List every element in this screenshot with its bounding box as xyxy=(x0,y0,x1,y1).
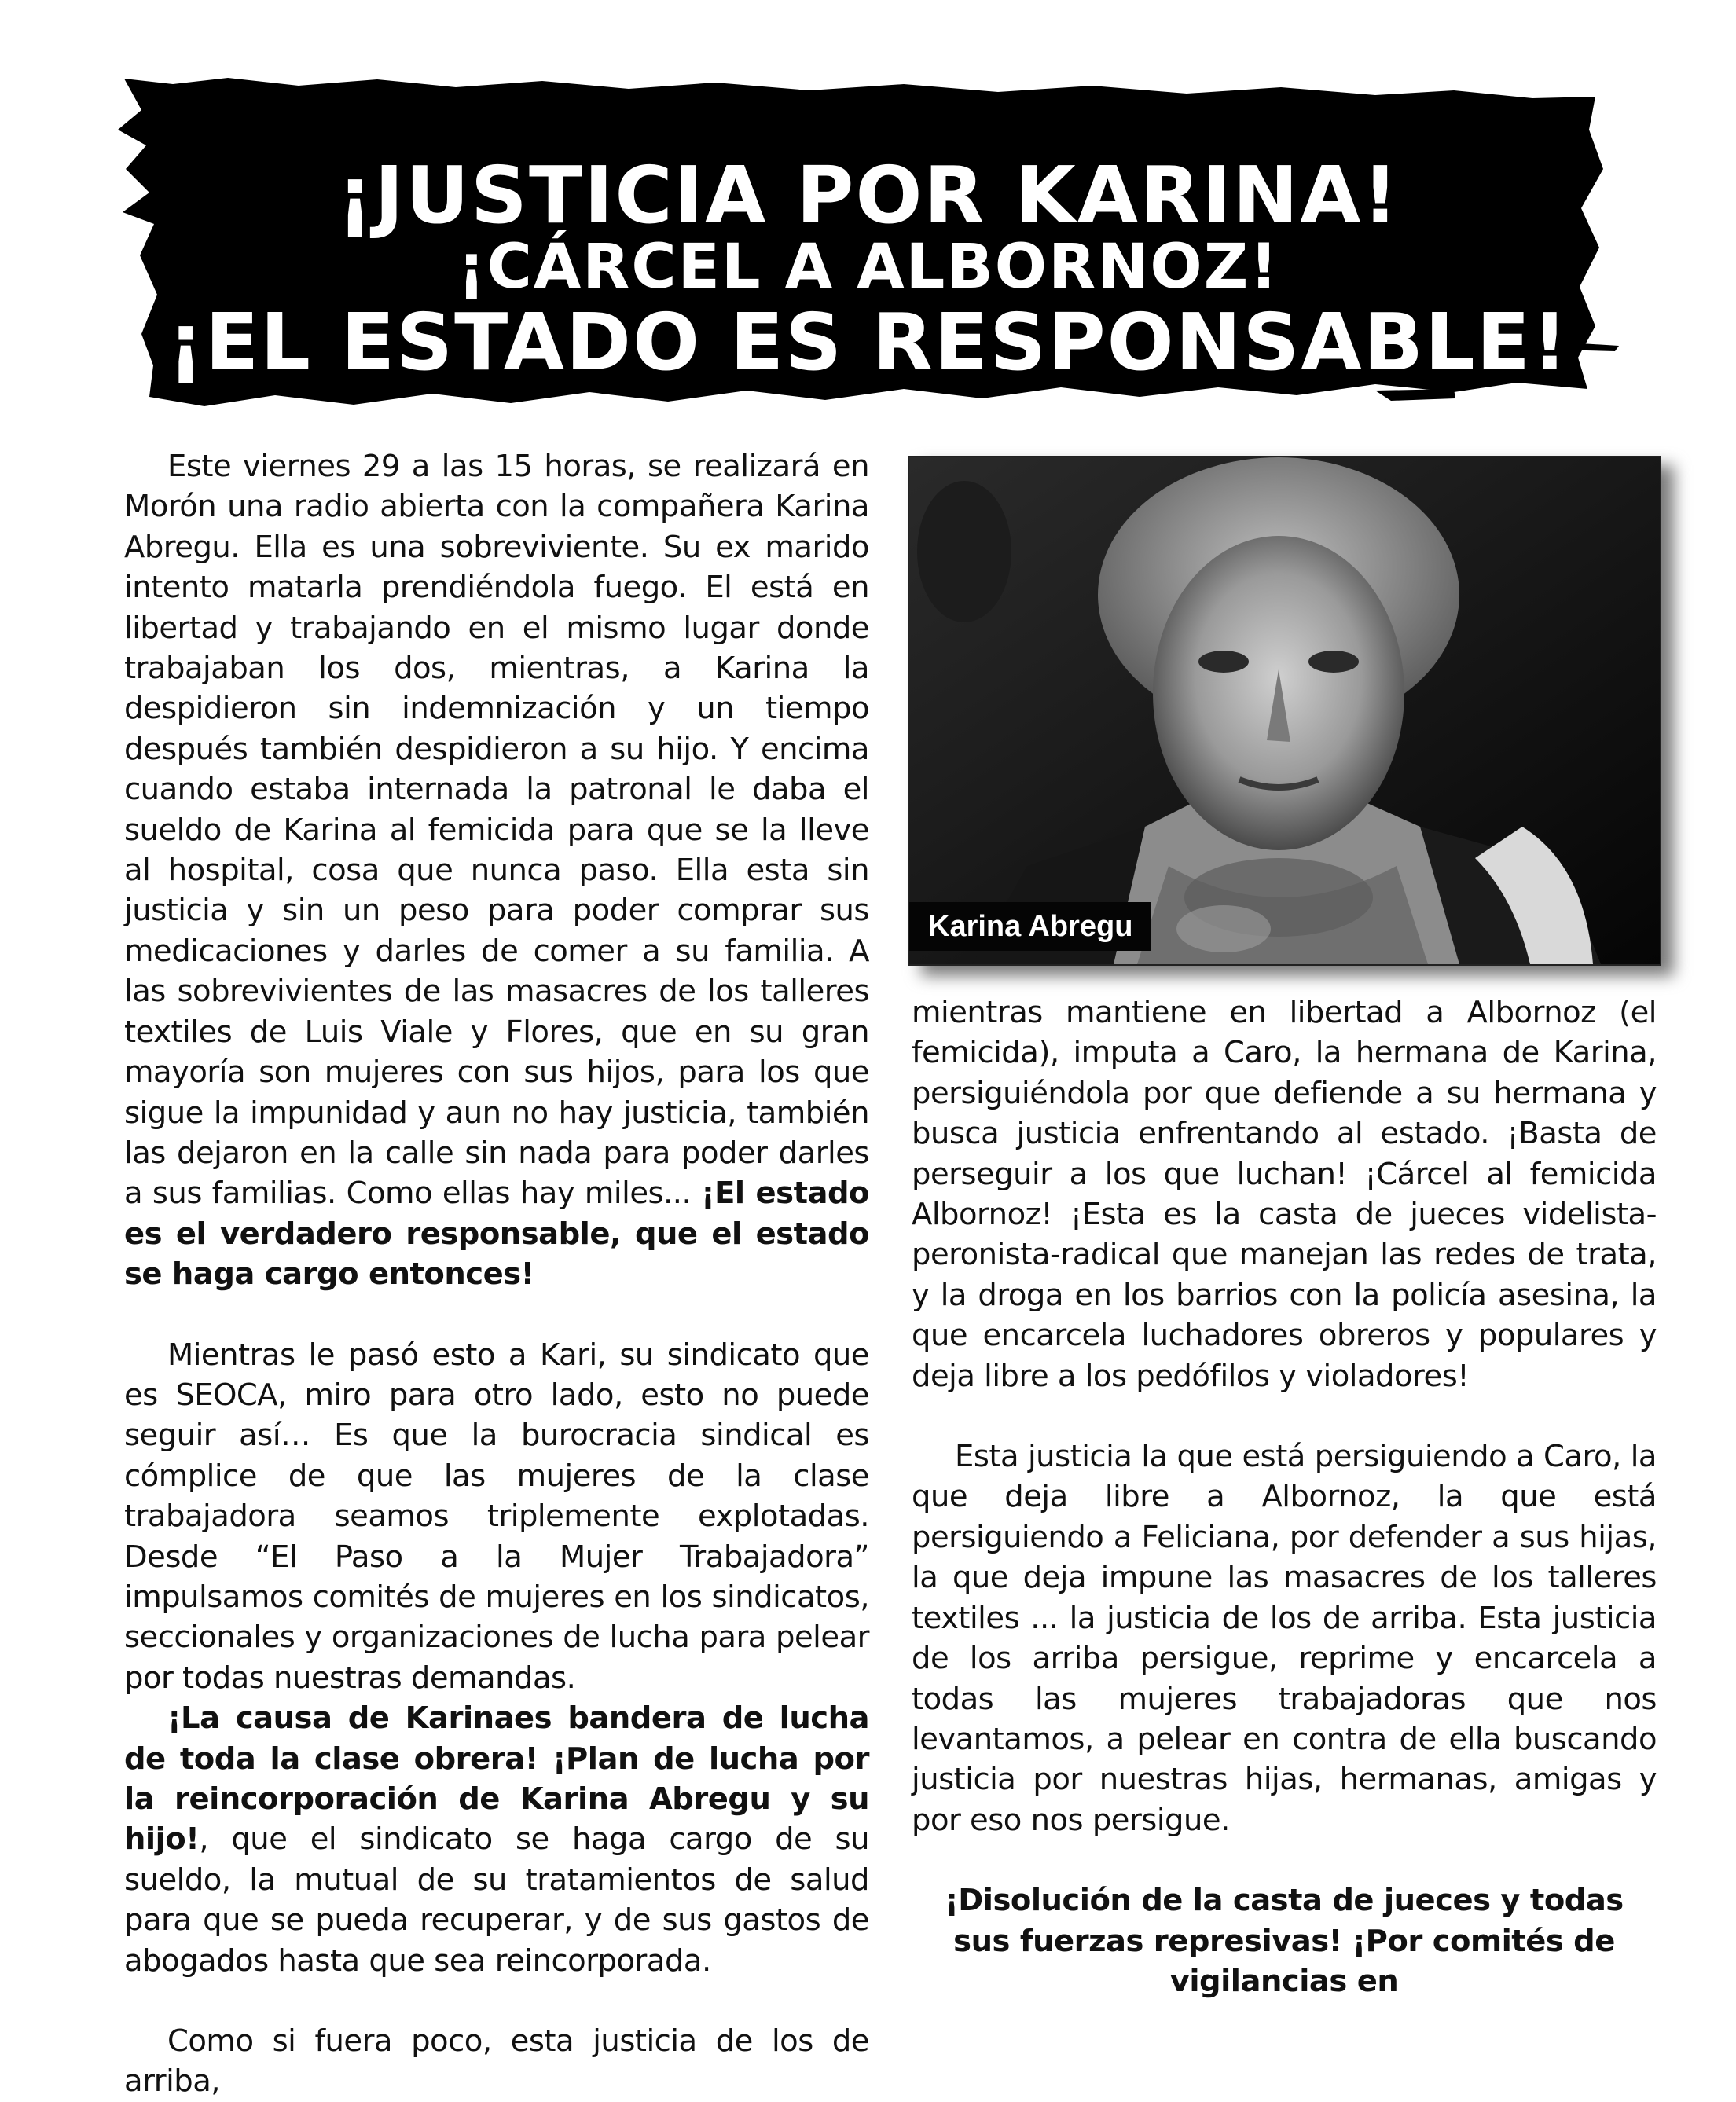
right-column xyxy=(912,992,1657,2001)
headline-line-2: ¡CÁRCEL A ALBORNOZ! xyxy=(457,232,1279,303)
left-paragraph-3-text: , que el sindicato se haga cargo de su sueldo, la mutual de su tratamientos de salud para que se pueda recuperar, y de sus gastos de abogados hasta que sea reincorporada. xyxy=(124,1821,869,1979)
right-paragraph-2: Esta justicia la que está persiguiendo a Caro, la que deja libre a Albornoz, la que está persiguiendo a Feliciana, por defender a sus hijas, la que deja impune las masacres de los talleres textiles ... la justicia de los de arriba. Esta justicia de los arriba persigue, reprime y encarcela a todas las mujeres trabajadoras que nos levantamos, a pelear en contra de ella buscando justicia por nuestras hijas, hermanas, amigas y por eso nos persigue. xyxy=(912,1439,1657,1838)
left-paragraph-1-bold: ¡El estado es el verdadero responsable, que el estado se haga cargo entonces! xyxy=(124,1176,869,1293)
karina-photo xyxy=(908,456,1661,966)
right-paragraph-1: mientras mantiene en libertad a Albornoz (el femicida), imputa a Caro, la hermana de Karina, persiguiéndola por que defiende a su hermana y busca justicia enfrentando al estado. ¡Basta de perseguir a los que luchan! ¡Cárcel al femicida Albornoz! ¡Esta es la casta de jueces videlista-peronista-radical que manejan las redes de trata, y la droga en los barrios con la policía asesina, la que encarcela luchadores obreros y populares y deja libre a los pedófilos y violadores! xyxy=(912,995,1657,1394)
headline-line-1: ¡JUSTICIA POR KARINA! xyxy=(336,149,1400,241)
paragraph-spacer xyxy=(124,1981,869,2021)
left-paragraph-3 xyxy=(124,1698,869,1981)
left-paragraph-3-bold: ¡La causa de Karinaes bandera de lucha de toda la clase obrera! ¡Plan de lucha por la reincorporación de Karina Abregu y su hijo! xyxy=(124,1700,869,1858)
photo-caption: Karina Abregu xyxy=(909,902,1151,951)
left-paragraph-2: Mientras le pasó esto a Kari, su sindicato que es SEOCA, miro para otro lado, esto no puede seguir así… Es que la burocracia sindical es cómplice de que las mujeres de la clase trabajadora seamos triplemente explotadas. Desde “El Paso a la Mujer Trabajadora” impulsamos comités de mujeres en los sindicatos, seccionales y organizaciones de lucha para pelear por todas nuestras demandas. xyxy=(124,1337,869,1696)
paragraph-spacer xyxy=(124,1295,869,1335)
paragraph-spacer xyxy=(912,1840,1657,1880)
right-paragraph-3: ¡Disolución de la casta de jueces y todas sus fuerzas represivas! ¡Por comités de vigilancias en xyxy=(945,1883,1624,1999)
left-paragraph-1 xyxy=(124,446,869,1295)
headline-banner xyxy=(118,75,1619,413)
headline-line-3: ¡EL ESTADO ES RESPONSABLE! xyxy=(167,296,1569,388)
left-column xyxy=(124,446,869,2102)
portrait-illustration xyxy=(909,457,1660,964)
left-paragraph-1-text: Este viernes 29 a las 15 horas, se realizará en Morón una radio abierta con la compañera Karina Abregu. Ella es una sobreviviente. Su ex marido intento matarla prendiéndola fuego. El está en libertad y trabajando en el mismo lugar donde trabajaban los dos, mientras, a Karina la despidieron sin indemnización y un tiempo después también despidieron a su hijo. Y encima cuando estaba internada la patronal le daba el sueldo de Karina al femicida para que se la lleve al hospital, cosa que nunca paso. Ella esta sin justicia y sin un peso para poder comprar sus medicaciones y darles de comer a su familia. A las sobrevivientes de las masacres de los talleres textiles de Luis Viale y Flores, que en su gran mayoría son mujeres con sus hijos, para los que sigue la impunidad y aun no hay justicia, también las dejaron en la calle sin nada para poder darles a sus familias. Como ellas hay miles... xyxy=(124,449,869,1212)
paragraph-spacer xyxy=(912,1396,1657,1436)
left-paragraph-4: Como si fuera poco, esta justicia de los de arriba, xyxy=(124,2023,869,2100)
